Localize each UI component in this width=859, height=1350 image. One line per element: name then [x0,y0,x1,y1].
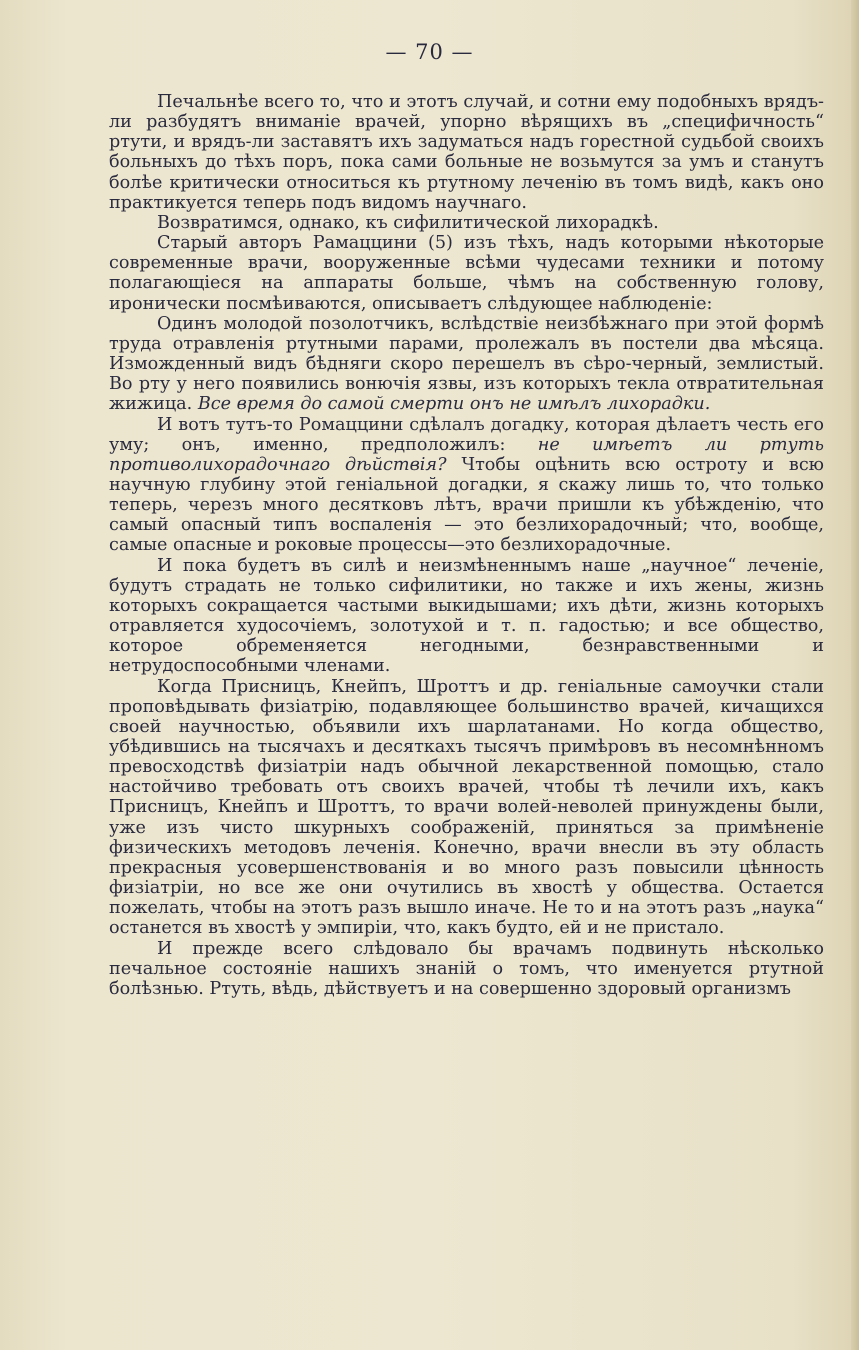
paragraph [109,415,824,556]
text-run: И прежде всего слѣдовало бы врачамъ подвинуть нѣсколько печальное состояніе нашихъ знаній о томъ, что именуется ртутной болѣзнью. Ртуть, вѣдь, дѣйствуетъ и на совершенно здоровый организмъ [109,938,824,999]
italic-run: не имѣетъ ли ртуть противолихорадочнаго дѣйствія? [109,434,824,475]
text-run: Возвратимся, однако, къ сифилитической лихорадкѣ. [157,212,659,233]
paragraph [109,556,824,677]
text-run: Чтобы оцѣнить всю остроту и всю научную глубину этой геніальной догадки, я скажу лишь то, что только теперь, черезъ много десятковъ лѣтъ, врачи пришли къ убѣжденію, что самый опасный типъ воспаленія — это безлихорадочный; что, вообще, самые опасные и роковые процессы—это безлихорадочные. [109,454,824,556]
page-number: — 70 — [385,40,474,64]
paragraph [109,233,824,314]
text-run: И пока будетъ въ силѣ и неизмѣненнымъ наше „научное“ леченіе, будутъ страдать не только сифилитики, но также и ихъ жены, жизнь которыхъ сокращается частыми выкидышами; ихъ дѣти, жизнь которыхъ отравляется худосочіемъ, золотухой и т. п. гадостью; и все общество, которое обременяется негодными, безнравственными и нетрудоспособными членами. [109,555,824,677]
paragraph [109,213,824,233]
body-text [109,92,824,999]
italic-run: Все время до самой смерти онъ не имѣлъ лихорадки. [197,394,711,415]
paragraph [109,939,824,999]
paragraph [109,314,824,415]
text-run: Когда Присницъ, Кнейпъ, Шроттъ и др. геніальные самоучки стали проповѣдывать физіатрію, подавляющее большинство врачей, кичащихся своей научностью, объявили ихъ шарлатанами. Но когда общество, убѣдившись на тысячахъ и десяткахъ тысячъ примѣровъ въ несомнѣнномъ превосходствѣ физіатріи надъ обычной лекарственной помощью, стало настойчиво требовать отъ своихъ врачей, чтобы тѣ лечили ихъ, какъ Присницъ, Кнейпъ и Шроттъ, то врачи волей-неволей принуждены были, уже изъ чисто шкурныхъ соображеній, приняться за примѣненіе физическихъ методовъ леченія. Конечно, врачи внесли въ эту область прекрасныя усовершенствованія и во много разъ повысили цѣнность физіатріи, но все же они очутились въ хвостѣ у общества. Остается пожелать, чтобы на этотъ разъ вышло иначе. Не то и на этотъ разъ „наука“ останется въ хвостѣ у эмпиріи, что, какъ будто, ей и не пристало. [109,676,824,939]
text-run: Одинъ молодой позолотчикъ, вслѣдствіе неизбѣжнаго при этой формѣ труда отравленія ртутными парами, пролежалъ въ постели два мѣсяца. Изможденный видъ бѣдняги скоро перешелъ въ сѣро-черный, землистый. Во рту у него появились вонючія язвы, изъ которыхъ текла отвратительная жижица. [109,313,824,415]
text-run: И вотъ тутъ-то Ромаццини сдѣлалъ догадку, которая дѣлаетъ честь его уму; онъ, именно, предположилъ: [109,414,824,455]
paragraph [109,677,824,939]
paragraph [109,92,824,213]
text-run: Печальнѣе всего то, что и этотъ случай, и сотни ему подобныхъ врядъ-ли разбудятъ вниманіе врачей, упорно вѣрящихъ въ „специфичность“ ртути, и врядъ-ли заставятъ ихъ задуматься надъ горестной судьбой своихъ больныхъ до тѣхъ поръ, пока сами больные не возьмутся за умъ и станутъ болѣе критически относиться къ ртутному леченію въ томъ видѣ, какъ оно практикуется теперь подъ видомъ научнаго. [109,92,824,213]
page-edge [851,0,859,1350]
text-run: Старый авторъ Рамаццини (5) изъ тѣхъ, надъ которыми нѣкоторые современные врачи, вооруженные всѣми чудесами техники и потому полагающіеся на аппараты больше, чѣмъ на собственную голову, иронически посмѣиваются, описываетъ слѣдующее наблюденіе: [109,233,824,314]
